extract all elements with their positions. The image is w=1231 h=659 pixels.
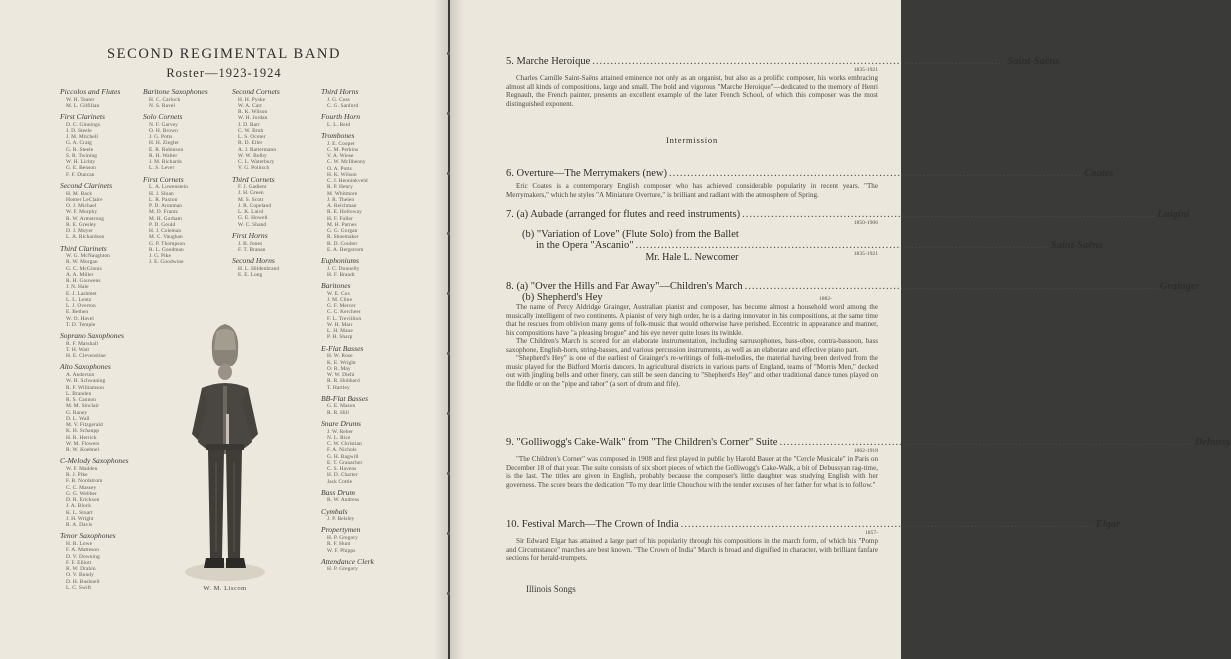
section-heading: Second Horns xyxy=(232,256,275,266)
section-heading: Cymbals xyxy=(321,506,348,516)
member-name: W. F. Madden xyxy=(66,465,98,472)
roster-section xyxy=(321,282,413,341)
member-name: P. D. Gould xyxy=(149,221,176,228)
section-heading: Soprano Saxophones xyxy=(60,331,124,341)
member-name: J. A. Block xyxy=(66,503,92,510)
roster-section xyxy=(321,489,413,504)
section-heading: Propertymen xyxy=(321,525,361,535)
member-name: E. T. Granacher xyxy=(327,459,363,466)
member-name: H. F. Fuller xyxy=(327,215,353,222)
member-name: O. R. May xyxy=(327,365,351,372)
member-name: L. Branden xyxy=(66,390,92,397)
member-name: E. R. Robinson xyxy=(149,146,184,153)
member-name: R. J. Pike xyxy=(66,472,88,479)
member-name: W. A. Carr xyxy=(238,102,263,109)
item-description: Sir Edward Elgar has attained a large part of his popularity through his compositions in the march form, of which his "Pomp and Circumstance" marches are best known. "The Crown of India" March is broad and dignified in character, with brilliant fanfare sections for herald-trumpets. xyxy=(506,537,878,562)
roster-column-1 xyxy=(60,88,152,595)
member-name: R. E. Holloway xyxy=(327,209,362,216)
member-name: H. R. Lowe xyxy=(66,541,93,547)
member-name: H. L. Hildenbrand xyxy=(238,265,280,272)
item-8b-line: (b) Shepherd's Hey xyxy=(522,292,603,303)
soloist: Mr. Hale L. Newcomer xyxy=(645,252,739,263)
member-name: W. H. Jordan xyxy=(238,115,268,122)
band-title: SECOND REGIMENTAL BAND xyxy=(106,46,342,62)
item-description: Eric Coates is a contemporary English composer who has achieved considerable popularity in recent years. "The Merrymakers," which he styles "A Miniature Overture," is brilliant and radiant with the atmosphere of Spring. xyxy=(506,182,878,199)
member-name: N. F. Garvey xyxy=(149,121,178,128)
member-name: H. R. Herrick xyxy=(66,434,97,441)
bandleader-photo xyxy=(180,322,270,584)
item-description: Charles Camille Saint-Saëns attained eminence not only as an organist, but also as a prolific composer, his works embracing almost all kinds of compositions, large and small. The bold and vigorous "Marche Heroique"—dedicated to the memory of Henri Regnault, the French painter, presents an excellent example of the later French School, of which this composer was the most distinguished exponent. xyxy=(506,74,878,108)
member-name: D. L. Wall xyxy=(66,415,90,422)
member-name: S. R. Twining xyxy=(66,152,98,159)
section-heading: First Clarinets xyxy=(60,112,105,122)
member-name: L. K. Laird xyxy=(238,209,264,216)
roster-section xyxy=(232,257,324,278)
item-composer: Saint-Saëns xyxy=(1007,56,1060,67)
member-name: R. W. Drabin xyxy=(66,566,96,572)
program-item-6: 6. Overture—The Merrymakers (new) .................................................................................................................. Coates Eric Coates is a contemporary English composer who has achieved considerable popularity in recent years. "The Merrymakers," which he styles "A Miniature Overture," is brilliant and radiant with the atmosphere of Spring. xyxy=(506,168,1114,199)
item-title: 5. Marche Heroique xyxy=(506,56,591,67)
roster-section xyxy=(60,113,152,178)
member-name: E. E. Long xyxy=(238,271,263,278)
item-8-paragraph-1: The name of Percy Aldridge Grainger, Australian pianist and composer, has become almost a household word among the musically intelligent of two continents. A pianist of very high order, he is a daring innovator in his compositions, at the same time that he rescues from oblivion many gems of folk-music that would otherwise have perished. Eccentric in appearance and manner, his compositions have "a pleasing brogue" and his eye never quite loses its twinkle. xyxy=(506,303,878,337)
member-name: H. H. Pyske xyxy=(238,96,266,103)
program-item-8: 8. (a) "Over the Hills and Far Away"—Children's March .................................................................................................................. Grainger (b) Shepherd's Hey 1882- The name of Percy Aldridge Grainger, Australian pianist and composer, has become almost a household word among the musically intelligent of two continents. A pianist of very high order, he is a daring innovator in his compositions, at the same time that he rescues from oblivion many gems of folk-music that would otherwise have perished. Eccentric in appearance and manner, his compositions have "a pleasing brogue" and his eye never quite loses its twinkle. The Children's March is scored for an elaborate instrumentation, including sarrusophones, bass-oboe, contra-bassoon, bass saxophone, English-horn, string-basses, and various percussion instruments, as well as an elaborate and effective piano part. "Shepherd's Hey" is one of the earliest of Grainger's re-writings of folk-melodies, the material having been derived from the music played for the Bidford Morris dancers. In agricultural districts in various parts of England, teams of "Morris Men," decked out with jingling bells and other finery, can still be seen dancing to "Shepherd's Hey" and other traditional dance tunes played on the fiddle or on the "pipe and tabor" (a sort of drum and fife). xyxy=(506,281,1200,388)
member-name: C. W. McIlhenny xyxy=(327,159,366,166)
roster-section xyxy=(321,420,413,485)
section-heading: BB-Flat Basses xyxy=(321,393,369,403)
program-item-9: 9. "Golliwogg's Cake-Walk" from "The Children's Corner" Suite .................................................................................................................. Debussy 1862-1918 "The Children's Corner" was composed in 1908 and first played in public by Harold Bauer at the "Cercle Musicale" in Paris on December 18 of that year. The suite consists of six short pieces of which the Golliwogg's Cake-Walk, a bit of Debussyan rag-time, is the last. The titles are given in English, probably because the composer's little daughter was studying English with her governess. The score bears the dedication "To my dear little Chouchou with the tender excuses of her father for what is to follow." xyxy=(506,437,1231,489)
member-name: J. D. Steele xyxy=(66,127,92,134)
member-name: W. W. Diehl xyxy=(327,372,355,379)
member-name: V. G. Politsch xyxy=(238,165,270,172)
member-name: K. E. Wright xyxy=(327,359,356,366)
member-name: W. F. Murphy xyxy=(66,209,98,216)
member-name: R. S. Cannon xyxy=(66,397,96,404)
section-heading: C-Melody Saxophones xyxy=(60,456,129,466)
member-name: L. J. Overton xyxy=(66,303,96,310)
member-name: W. H. Teater xyxy=(66,96,95,103)
right-page xyxy=(450,0,1231,659)
member-name: J. G. Pike xyxy=(149,253,171,260)
member-name: M. C. Vaughan xyxy=(149,234,183,241)
item-8-paragraph-2: The Children's March is scored for an elaborate instrumentation, including sarrusophones, bass-oboe, contra-bassoon, bass saxophone, English-horn, string-basses, and various percussion instruments, as well as an elaborate and effective piano part. xyxy=(506,337,878,354)
section-heading: Third Cornets xyxy=(232,174,275,184)
member-name: W. H. Marr xyxy=(327,321,353,328)
composer-dates: 1850-1906 xyxy=(853,220,878,226)
member-name: K. L. Stuart xyxy=(66,509,93,516)
section-heading: First Horns xyxy=(232,230,268,240)
member-name: F. T. Branan xyxy=(238,246,266,253)
member-name: E. J. Lashmet xyxy=(66,290,97,297)
left-page xyxy=(0,0,448,659)
member-name: J. E. Goodwine xyxy=(149,259,184,266)
section-heading: Attendance Clerk xyxy=(321,556,374,566)
roster-section xyxy=(321,508,413,523)
section-heading: Third Clarinets xyxy=(60,243,107,253)
roster-section xyxy=(321,132,413,253)
member-name: M. Whitmore xyxy=(327,190,358,197)
member-name: H. J. Sloan xyxy=(149,190,174,197)
section-heading: Trombones xyxy=(321,130,355,140)
roster-section xyxy=(60,245,152,329)
member-name: C. M. Perkins xyxy=(327,146,359,153)
member-name: C. W. Christian xyxy=(327,441,362,447)
member-name: P. D. Aronman xyxy=(149,203,183,210)
member-name: J. R. Thelen xyxy=(327,196,355,203)
section-heading: E-Flat Basses xyxy=(321,343,364,353)
member-name: G. R. Steele xyxy=(66,146,94,153)
roster-section xyxy=(321,526,413,553)
section-heading: Second Cornets xyxy=(232,87,280,96)
member-name: R. A. Davis xyxy=(66,522,93,529)
section-heading: Snare Drums xyxy=(321,418,362,428)
member-name: G. G. Webber xyxy=(66,490,97,497)
member-name: M. L. Gilfillan xyxy=(66,102,100,109)
section-heading: Tenor Saxophones xyxy=(60,531,116,541)
member-name: C. W. Bruh xyxy=(238,127,264,134)
roster-section xyxy=(60,88,152,109)
roster-section xyxy=(321,113,413,128)
member-name: R. K. Wilson xyxy=(238,109,268,116)
member-name: W. C. Shand xyxy=(238,221,267,228)
member-name: R. R. Hill xyxy=(327,409,349,416)
member-name: D. J. Moyer xyxy=(66,228,93,235)
member-name: L. S. Ocoter xyxy=(238,134,266,141)
member-name: W. W. Bolby xyxy=(238,152,267,159)
member-name: R. H. Walter xyxy=(149,152,178,159)
member-name: J. B. Jones xyxy=(238,240,263,247)
member-name: G. G. Gorgan xyxy=(327,228,358,235)
member-name: R. W. Andress xyxy=(327,497,360,504)
member-name: F. B. Nordstrom xyxy=(66,478,103,485)
member-name: A. A. Miller xyxy=(66,271,94,278)
item-7b-composer: Saint-Saëns xyxy=(1050,240,1103,251)
member-name: J. W. Reber xyxy=(327,428,353,435)
member-name: G. Raney xyxy=(66,409,88,416)
member-name: T. D. Temple xyxy=(66,321,96,328)
member-name: J. M. Cline xyxy=(327,296,353,303)
item-title: 8. (a) "Over the Hills and Far Away"—Children's March xyxy=(506,281,743,292)
member-name: R. D. Eiler xyxy=(238,140,263,147)
roster-section xyxy=(321,345,413,391)
member-name: L. R. Paxton xyxy=(149,196,178,203)
member-name: J. G. Potts xyxy=(149,134,173,141)
member-name: W. F. Phipps xyxy=(327,547,356,554)
section-heading: Solo Cornets xyxy=(143,112,183,122)
member-name: R. F. Hunt xyxy=(327,541,351,548)
roster-section xyxy=(232,232,324,253)
roster-column-4 xyxy=(321,88,413,577)
roster-section xyxy=(321,395,413,416)
member-name: J. R. Copeland xyxy=(238,202,272,209)
member-name: W. M. Flowers xyxy=(66,440,100,447)
section-heading: Alto Saxophones xyxy=(60,362,111,372)
member-name: J. N. Hale xyxy=(66,284,89,291)
member-name: N. L. Rice xyxy=(327,434,351,441)
member-name: F. A. Matteson xyxy=(66,547,100,554)
member-name: R. Shoemaker xyxy=(327,234,359,241)
member-name: H. P. Gregory xyxy=(327,535,358,542)
member-name: M. H. Gorham xyxy=(149,215,182,222)
member-name: L. L. Lentz xyxy=(66,296,92,303)
member-name: G. F. Mercer xyxy=(327,303,356,310)
member-name: W. H. Lichty xyxy=(66,159,96,166)
member-name: W. H. Schwaning xyxy=(66,378,106,385)
member-name: J. E. Cooper xyxy=(327,140,355,147)
member-name: T. Hartley xyxy=(327,384,350,391)
member-name: G. E. Benson xyxy=(66,165,96,172)
section-heading: First Cornets xyxy=(143,174,184,184)
member-name: H. J. Coleman xyxy=(149,228,182,235)
member-name: L. H. Maue xyxy=(327,328,353,335)
item-composer: Luigini xyxy=(1157,209,1190,220)
intermission-heading: Intermission xyxy=(665,135,719,145)
member-name: E. A. Bergstrom xyxy=(327,246,364,253)
member-name: J. M. Richards xyxy=(149,159,182,166)
member-name: R. F. Marshall xyxy=(66,340,99,347)
member-name: C. S. Havens xyxy=(327,466,357,472)
program-item-7: 7. (a) Aubade (arranged for flutes and reed instruments) .................................................................................................................. Luigini 1850-1906 (b) "Variation of Love" (Flute Solo) from the Ballet in the Opera "Ascanio" .................................................................................................................. Saint-Saëns 1835-1921 Mr. Hale L. Newcomer xyxy=(506,209,1190,263)
roster-section xyxy=(60,532,152,591)
member-name: A. Anderson xyxy=(66,372,95,379)
member-name: F. L. Trevillion xyxy=(327,315,362,322)
member-name: J. M. Mitchell xyxy=(66,134,98,141)
member-name: V. A. Wiese xyxy=(327,153,354,160)
item-title: 9. "Golliwogg's Cake-Walk" from "The Children's Corner" Suite xyxy=(506,437,778,448)
closing-note: Illinois Songs xyxy=(526,584,576,594)
member-name: A. J. Rattermann xyxy=(238,146,277,153)
item-7b-line1: (b) "Variation of Love" (Flute Solo) from the Ballet xyxy=(522,229,739,240)
roster-section xyxy=(232,176,324,228)
member-name: E. Bethen xyxy=(66,309,89,316)
member-name: H. K. Wilson xyxy=(327,171,357,178)
member-name: R. W. Armstrong xyxy=(66,215,105,222)
member-name: O. H. Brown xyxy=(149,127,178,134)
member-name: M. D. Frantz xyxy=(149,209,179,216)
section-heading: Baritones xyxy=(321,281,351,291)
member-name: G. P. Thompson xyxy=(149,240,186,247)
section-heading: Bass Drum xyxy=(321,487,355,497)
member-name: J. C. Donnelly xyxy=(327,265,360,272)
section-heading: Piccolos and Flutes xyxy=(60,87,121,96)
roster-column-2 xyxy=(143,88,235,270)
section-heading: Euphoniums xyxy=(321,256,359,266)
roster-section xyxy=(321,88,413,109)
member-name: C. J. Henninkveld xyxy=(327,178,368,185)
member-name: W. E. Cox xyxy=(327,290,351,297)
member-name: J. G. Coss xyxy=(327,96,350,103)
member-name: H. H. Ziegler xyxy=(149,140,180,147)
member-name: J. H. Wright xyxy=(66,515,94,522)
member-name: K. H. Schaupp xyxy=(66,428,100,435)
item-title: 7. (a) Aubade (arranged for flutes and reed instruments) xyxy=(506,209,741,220)
roster-section xyxy=(143,88,235,109)
member-name: D. H. Bushnell xyxy=(66,578,100,585)
item-title: 10. Festival March—The Crown of India xyxy=(506,519,679,530)
composer-dates: 1862-1918 xyxy=(853,448,878,454)
member-name: O. A. Potts xyxy=(327,165,352,172)
item-description: "The Children's Corner" was composed in 1908 and first played in public by Harold Bauer at the "Cercle Musicale" in Paris on December 18 of that year. The suite consists of six short pieces of which the Golliwogg's Cake-Walk, a bit of Debussyan rag-time, is the last. The titles are given in English, probably because the composer's little daughter was studying English with her governess. The score bears the dedication "To my dear little Chouchou with the tender excuses of her father for what is to follow." xyxy=(506,455,878,489)
member-name: C. L. Waterbury xyxy=(238,159,275,166)
roster-section xyxy=(143,176,235,266)
item-composer: Debussy xyxy=(1194,437,1231,448)
section-heading: Second Clarinets xyxy=(60,180,113,190)
roster-section xyxy=(321,257,413,278)
member-name: T. H. Watt xyxy=(66,346,90,353)
program-item-5: 5. Marche Heroique .................................................................................................................. Saint-Saëns 1835-1921 Charles Camille Saint-Saëns attained eminence not only as an organist, but also as a prolific composer, his works embracing almost all kinds of compositions, large and small. The bold and vigorous "Marche Heroique"—dedicated to the memory of Henri Regnault, the French painter, presents an excellent example of the later French School, of which this composer was the most distinguished exponent. xyxy=(506,56,1060,108)
member-name: P. H. Sharp xyxy=(327,334,353,341)
member-name: D. V. Downing xyxy=(66,553,100,560)
member-name: R. E. Gresley xyxy=(66,221,97,228)
composer-dates: 1882- xyxy=(818,296,832,302)
member-name: D. R. Erickson xyxy=(66,497,100,504)
member-name: H. W. Rose xyxy=(327,353,353,360)
member-name: Homer LeClaire xyxy=(66,196,103,203)
member-name: O. J. Michael xyxy=(66,203,97,210)
roster-section xyxy=(143,113,235,172)
roster-section xyxy=(321,558,413,573)
item-composer: Coates xyxy=(1084,168,1114,179)
member-name: N. S. Ravel xyxy=(149,102,175,109)
member-name: J. H. Green xyxy=(238,190,264,197)
member-name: F. J. Gadient xyxy=(238,184,267,191)
member-name: R. H. Gouwens xyxy=(66,278,101,285)
member-name: M. H. Parnes xyxy=(327,221,357,228)
section-heading: Third Horns xyxy=(321,87,359,96)
member-name: R. W. Koebnel xyxy=(66,447,100,454)
member-name: H. E. Clevenstine xyxy=(66,353,106,360)
member-name: D. C. Ginnings xyxy=(66,121,101,128)
member-name: H. F. Brandt xyxy=(327,271,355,278)
composer-dates: 1857- xyxy=(864,530,878,536)
member-name: B. D. Coulter xyxy=(327,240,358,247)
member-name: G. A. Craig xyxy=(66,140,92,147)
member-name: C. G. Sanford xyxy=(327,102,359,109)
member-name: M. M. Sinclair xyxy=(66,403,100,410)
member-name: L. C. Swift xyxy=(66,584,92,591)
member-name: L. S. Lever xyxy=(149,165,175,172)
member-name: M. V. Fitzgerald xyxy=(66,422,103,429)
member-name: F. F. Elliott xyxy=(66,559,92,566)
composer-dates: 1835-1921 xyxy=(853,67,878,73)
item-title: 6. Overture—The Merrymakers (new) xyxy=(506,168,667,179)
member-name: Jack Cottle xyxy=(327,478,353,485)
item-8-paragraph-3: "Shepherd's Hey" is one of the earliest of Grainger's re-writings of folk-melodies, the material having been derived from the music played for the Bidford Morris dancers. In agricultural districts in various parts of England, teams of "Morris Men," decked out with jingling bells and other finery, can still be seen dancing to "Shepherd's Hey" and other traditional dance tunes played on the fiddle or on the "pipe and tabor" (a sort of drum and fife). xyxy=(506,354,878,388)
program-item-10: 10. Festival March—The Crown of India .................................................................................................................. Elgar 1857- Sir Edward Elgar has attained a large part of his popularity through his compositions in the march form, of which his "Pomp and Circumstance" marches are best known. "The Crown of India" March is broad and dignified in character, with brilliant fanfare sections for herald-trumpets. xyxy=(506,519,1121,562)
member-name: F. A. Nichols xyxy=(327,447,357,454)
member-name: R. R. Hubbard xyxy=(327,378,360,385)
roster-section xyxy=(60,332,152,359)
item-composer: Grainger xyxy=(1159,281,1200,292)
roster-column-3 xyxy=(232,88,324,282)
section-heading: Fourth Horn xyxy=(321,112,361,122)
member-name: M. S. Scott xyxy=(238,196,264,203)
member-name: L. A. Lowenstein xyxy=(149,184,189,191)
member-name: G. H. Bagwill xyxy=(327,453,359,460)
member-name: A. Reichman xyxy=(327,203,357,210)
item-7b-line2: in the Opera "Ascanio" xyxy=(536,240,634,251)
member-name: H. D. Charter xyxy=(327,472,358,479)
roster-title: Roster—1923-1924 xyxy=(166,66,282,80)
member-name: R. F. Williamson xyxy=(66,384,104,391)
member-name: G. C. McGinnis xyxy=(66,265,102,272)
item-composer: Elgar xyxy=(1095,519,1121,530)
member-name: J. D. Barr xyxy=(238,121,260,128)
composer-dates: 1835-1921 xyxy=(853,251,878,257)
member-name: C. C. Kercheer xyxy=(327,309,361,316)
member-name: R. L. Goodman xyxy=(149,246,184,253)
member-name: J. P. Belsley xyxy=(327,516,355,523)
member-name: C. C. Massey xyxy=(66,484,97,491)
roster-section xyxy=(60,457,152,528)
photo-caption: W. M. Liscom xyxy=(203,585,247,592)
member-name: G. E. Mason xyxy=(327,403,356,410)
roster-section xyxy=(60,363,152,453)
member-name: W. O. Havel xyxy=(66,315,94,322)
roster-section xyxy=(60,182,152,241)
member-name: O. V. Bundy xyxy=(66,572,94,579)
member-name: R. W. Morgan xyxy=(66,259,98,266)
member-name: F. F. Duncan xyxy=(66,171,95,178)
member-name: L. L. Reid xyxy=(327,121,351,128)
member-name: L. A. Richardson xyxy=(66,234,105,241)
member-name: H. M. Back xyxy=(66,190,93,197)
member-name: H. C. Carlock xyxy=(149,96,181,103)
member-name: R. P. Henry xyxy=(327,184,353,191)
roster-section xyxy=(232,88,324,172)
section-heading: Baritone Saxophones xyxy=(143,87,208,96)
member-name: G. E. Howell xyxy=(238,215,268,222)
member-name: H. P. Gregory xyxy=(327,566,358,573)
member-name: W. G. McNaughton xyxy=(66,253,110,260)
